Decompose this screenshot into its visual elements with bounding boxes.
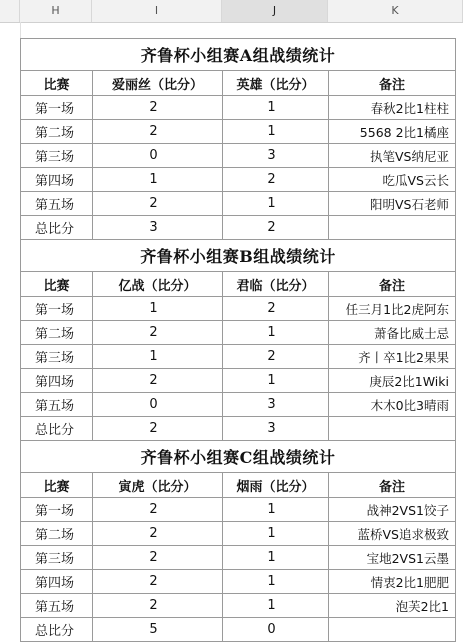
score-a-cell[interactable]: 2 bbox=[93, 192, 223, 216]
score-a-cell[interactable]: 3 bbox=[93, 216, 223, 240]
header-cell[interactable]: 英雄（比分） bbox=[223, 71, 329, 96]
score-a-cell[interactable]: 1 bbox=[93, 168, 223, 192]
match-cell[interactable]: 总比分 bbox=[21, 417, 93, 441]
note-cell[interactable]: 齐丨卒1比2果果 bbox=[329, 345, 456, 369]
table-row bbox=[21, 618, 456, 642]
group-title-row bbox=[21, 240, 456, 272]
score-b-cell[interactable]: 0 bbox=[223, 618, 329, 642]
table-row bbox=[21, 498, 456, 522]
note-cell[interactable]: 蓝桥VS追求极致 bbox=[329, 522, 456, 546]
header-row bbox=[21, 71, 456, 96]
match-cell[interactable]: 第一场 bbox=[21, 297, 93, 321]
score-a-cell[interactable]: 2 bbox=[93, 546, 223, 570]
note-cell[interactable]: 泡芙2比1 bbox=[329, 594, 456, 618]
table-row bbox=[21, 522, 456, 546]
match-cell[interactable]: 第四场 bbox=[21, 570, 93, 594]
table-row bbox=[21, 297, 456, 321]
header-cell[interactable]: 比赛 bbox=[21, 71, 93, 96]
score-a-cell[interactable]: 2 bbox=[93, 594, 223, 618]
header-cell[interactable]: 君临（比分） bbox=[223, 272, 329, 297]
match-cell[interactable]: 第三场 bbox=[21, 345, 93, 369]
score-b-cell[interactable]: 2 bbox=[223, 345, 329, 369]
score-a-cell[interactable]: 2 bbox=[93, 417, 223, 441]
table-row bbox=[21, 345, 456, 369]
score-b-cell[interactable]: 2 bbox=[223, 168, 329, 192]
score-a-cell[interactable]: 1 bbox=[93, 345, 223, 369]
table-row bbox=[21, 216, 456, 240]
score-b-cell[interactable]: 1 bbox=[223, 498, 329, 522]
score-a-cell[interactable]: 0 bbox=[93, 393, 223, 417]
score-b-cell[interactable]: 1 bbox=[223, 546, 329, 570]
table-row bbox=[21, 168, 456, 192]
note-cell[interactable]: 吃瓜VS云长 bbox=[329, 168, 456, 192]
note-cell[interactable] bbox=[329, 417, 456, 441]
table-row bbox=[21, 321, 456, 345]
group-title[interactable]: 齐鲁杯小组赛B组战绩统计 bbox=[21, 240, 456, 272]
score-b-cell[interactable]: 1 bbox=[223, 192, 329, 216]
note-cell[interactable]: 执笔VS纳尼亚 bbox=[329, 144, 456, 168]
match-cell[interactable]: 第二场 bbox=[21, 321, 93, 345]
header-cell[interactable]: 烟雨（比分） bbox=[223, 473, 329, 498]
column-header-bar bbox=[0, 0, 463, 23]
group-title-row bbox=[21, 441, 456, 473]
score-a-cell[interactable]: 2 bbox=[93, 522, 223, 546]
note-cell[interactable]: 萧备比威士忌 bbox=[329, 321, 456, 345]
score-a-cell[interactable]: 2 bbox=[93, 498, 223, 522]
header-cell[interactable]: 亿战（比分） bbox=[93, 272, 223, 297]
column-header-i[interactable]: I bbox=[92, 0, 222, 22]
match-cell[interactable]: 总比分 bbox=[21, 618, 93, 642]
column-header-j[interactable]: J bbox=[222, 0, 328, 22]
score-b-cell[interactable]: 1 bbox=[223, 570, 329, 594]
note-cell[interactable]: 宝地2VS1云墨 bbox=[329, 546, 456, 570]
match-cell[interactable]: 第五场 bbox=[21, 393, 93, 417]
header-cell[interactable]: 爱丽丝（比分） bbox=[93, 71, 223, 96]
row-header-strip bbox=[0, 22, 21, 634]
group-title-row bbox=[21, 39, 456, 71]
table-row bbox=[21, 570, 456, 594]
header-cell[interactable]: 备注 bbox=[329, 473, 456, 498]
score-b-cell[interactable]: 1 bbox=[223, 96, 329, 120]
table-row bbox=[21, 120, 456, 144]
corner-cell[interactable] bbox=[0, 0, 20, 22]
match-cell[interactable]: 总比分 bbox=[21, 216, 93, 240]
table-row bbox=[21, 192, 456, 216]
score-a-cell[interactable]: 2 bbox=[93, 120, 223, 144]
table-row bbox=[21, 417, 456, 441]
note-cell[interactable] bbox=[329, 216, 456, 240]
score-a-cell[interactable]: 5 bbox=[93, 618, 223, 642]
match-cell[interactable]: 第一场 bbox=[21, 96, 93, 120]
column-header-h[interactable]: H bbox=[20, 0, 92, 22]
table-row bbox=[21, 546, 456, 570]
score-b-cell[interactable]: 1 bbox=[223, 120, 329, 144]
note-cell[interactable]: 任三月1比2虎阿东 bbox=[329, 297, 456, 321]
note-cell[interactable]: 庚辰2比1Wiki bbox=[329, 369, 456, 393]
score-b-cell[interactable]: 2 bbox=[223, 216, 329, 240]
score-b-cell[interactable]: 1 bbox=[223, 522, 329, 546]
score-b-cell[interactable]: 1 bbox=[223, 369, 329, 393]
header-row bbox=[21, 473, 456, 498]
header-cell[interactable]: 备注 bbox=[329, 71, 456, 96]
note-cell[interactable]: 阳明VS石老师 bbox=[329, 192, 456, 216]
score-b-cell[interactable]: 3 bbox=[223, 393, 329, 417]
note-cell[interactable]: 5568 2比1橘座 bbox=[329, 120, 456, 144]
match-cell[interactable]: 第四场 bbox=[21, 369, 93, 393]
table-row bbox=[21, 369, 456, 393]
column-header-k[interactable]: K bbox=[328, 0, 463, 22]
note-cell[interactable]: 春秋2比1柱柱 bbox=[329, 96, 456, 120]
header-cell[interactable]: 比赛 bbox=[21, 272, 93, 297]
note-cell[interactable] bbox=[329, 618, 456, 642]
score-a-cell[interactable]: 2 bbox=[93, 369, 223, 393]
score-a-cell[interactable]: 2 bbox=[93, 321, 223, 345]
table-row bbox=[21, 144, 456, 168]
match-cell[interactable]: 第五场 bbox=[21, 192, 93, 216]
match-cell[interactable]: 第一场 bbox=[21, 498, 93, 522]
header-cell[interactable]: 备注 bbox=[329, 272, 456, 297]
match-cell[interactable]: 第二场 bbox=[21, 522, 93, 546]
note-cell[interactable]: 情衷2比1肥肥 bbox=[329, 570, 456, 594]
table-row bbox=[21, 594, 456, 618]
score-b-cell[interactable]: 3 bbox=[223, 144, 329, 168]
score-b-cell[interactable]: 1 bbox=[223, 594, 329, 618]
score-b-cell[interactable]: 1 bbox=[223, 321, 329, 345]
score-b-cell[interactable]: 2 bbox=[223, 297, 329, 321]
header-row bbox=[21, 272, 456, 297]
note-cell[interactable]: 战神2VS1饺子 bbox=[329, 498, 456, 522]
header-cell[interactable]: 寅虎（比分） bbox=[93, 473, 223, 498]
table-row bbox=[21, 96, 456, 120]
score-a-cell[interactable]: 0 bbox=[93, 144, 223, 168]
group-title[interactable]: 齐鲁杯小组赛C组战绩统计 bbox=[21, 441, 456, 473]
score-a-cell[interactable]: 1 bbox=[93, 297, 223, 321]
note-cell[interactable]: 木木0比3晴雨 bbox=[329, 393, 456, 417]
match-cell[interactable]: 第五场 bbox=[21, 594, 93, 618]
match-cell[interactable]: 第二场 bbox=[21, 120, 93, 144]
match-cell[interactable]: 第三场 bbox=[21, 546, 93, 570]
score-a-cell[interactable]: 2 bbox=[93, 96, 223, 120]
score-a-cell[interactable]: 2 bbox=[93, 570, 223, 594]
match-cell[interactable]: 第三场 bbox=[21, 144, 93, 168]
score-table bbox=[20, 38, 456, 642]
group-title[interactable]: 齐鲁杯小组赛A组战绩统计 bbox=[21, 39, 456, 71]
score-b-cell[interactable]: 3 bbox=[223, 417, 329, 441]
match-cell[interactable]: 第四场 bbox=[21, 168, 93, 192]
table-row bbox=[21, 393, 456, 417]
header-cell[interactable]: 比赛 bbox=[21, 473, 93, 498]
